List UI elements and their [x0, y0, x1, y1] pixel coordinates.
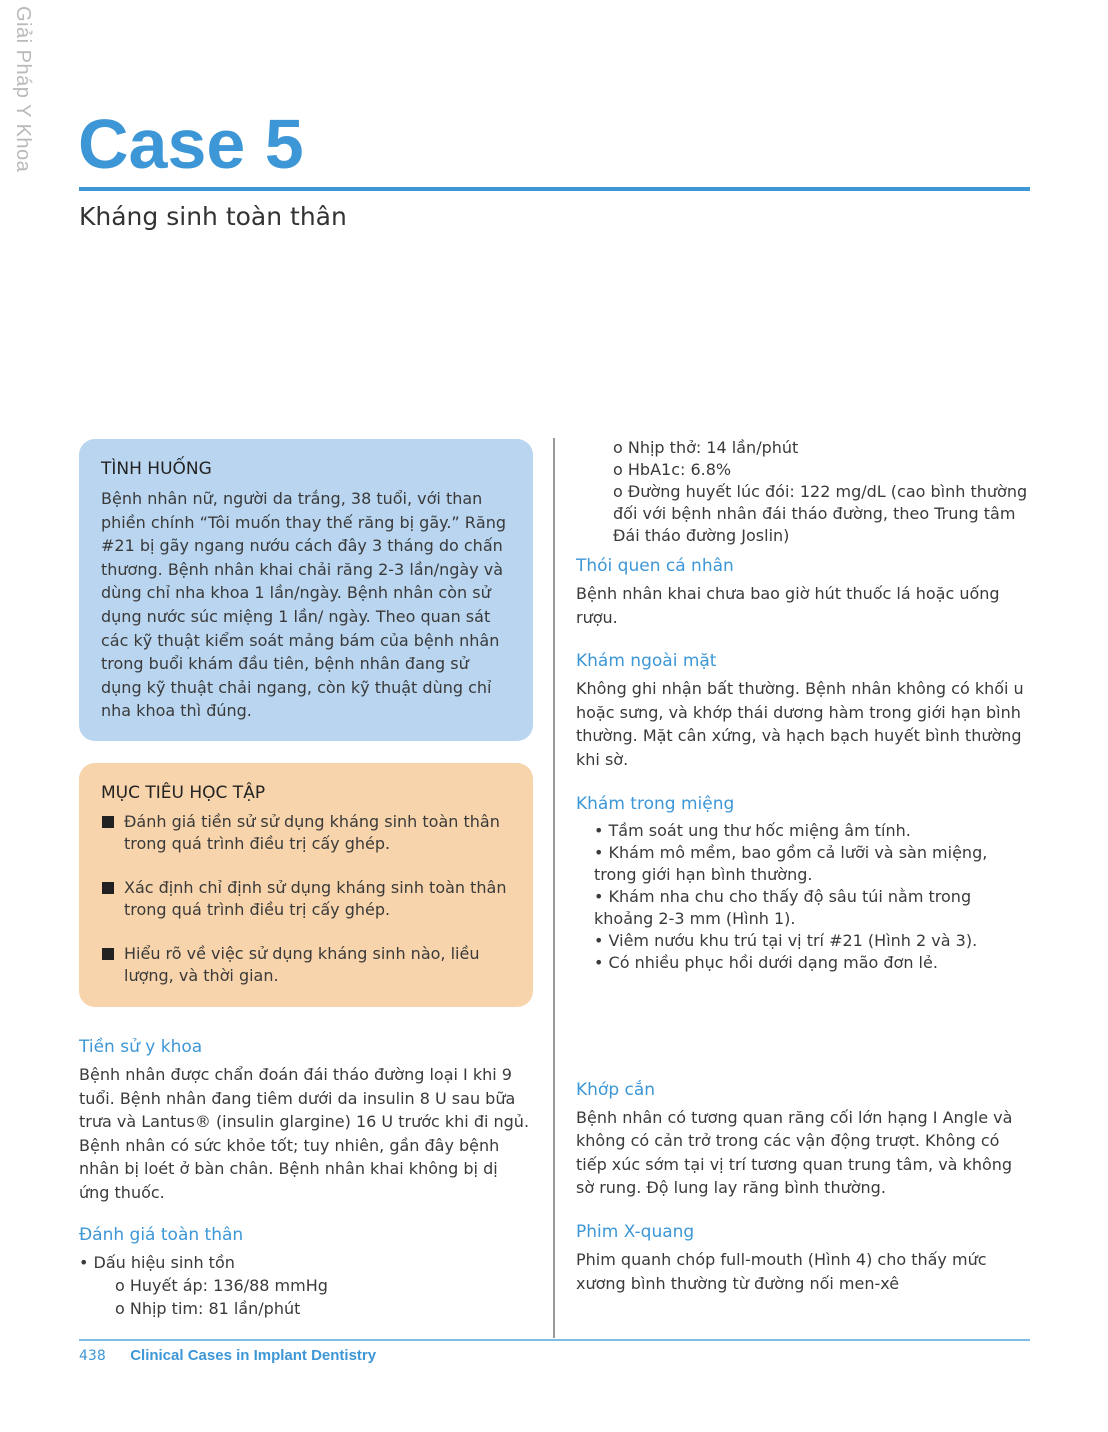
occlusion-text: Bệnh nhân có tương quan răng cối lớn hạng I Angle và không có cản trở trong các vận động trượt. Không có tiếp xúc sớm tại vị trí tương quan trung tâm, và không sờ rung. Độ lung lay răng bình thường. [576, 1107, 1013, 1198]
vital-signs-continued [576, 437, 1033, 547]
square-bullet-icon [102, 948, 114, 960]
vital-signs-label: • Dấu hiệu sinh tồn [79, 1252, 235, 1272]
extraoral-heading: Khám ngoài mặt [576, 651, 717, 672]
intraoral-item: • Có nhiều phục hồi dưới dạng mão đơn lẻ. [594, 952, 938, 972]
habits-text: Bệnh nhân khai chưa bao giờ hút thuốc lá hoặc uống rượu. [576, 584, 1000, 627]
objectives-box [79, 763, 533, 1007]
intraoral-item: • Tầm soát ung thư hốc miệng âm tính. [594, 820, 911, 840]
vital-sign-item: o Đường huyết lúc đói: 122 mg/dL (cao bình thường đối với bệnh nhân đái tháo đường, theo Trung tâm Đái tháo đường Joslin) [613, 482, 1028, 545]
intraoral-list [576, 820, 1026, 974]
vital-sign-item: o HbA1c: 6.8% [613, 460, 732, 479]
general-eval-section [79, 1223, 533, 1320]
objective-item [101, 877, 511, 921]
footer-rule [79, 1339, 1030, 1341]
vital-sign-item: o Huyết áp: 136/88 mmHg [115, 1275, 328, 1295]
vital-sign-item: o Nhịp thở: 14 lần/phút [613, 438, 799, 457]
watermark-text: Giải Pháp Y Khoa [12, 6, 34, 173]
case-title: Case 5 [78, 105, 304, 183]
title-rule [79, 187, 1030, 191]
intraoral-item: • Khám mô mềm, bao gồm cả lưỡi và sàn miệng, trong giới hạn bình thường. [594, 842, 988, 884]
intraoral-item: • Viêm nướu khu trú tại vị trí #21 (Hình 2 và 3). [594, 930, 978, 950]
habits-heading: Thói quen cá nhân [576, 556, 734, 576]
extraoral-section [576, 649, 1026, 771]
extraoral-text: Không ghi nhận bất thường. Bệnh nhân không có khối u hoặc sưng, và khớp thái dương hàm trong giới hạn bình thường. Mặt cân xứng, và hạch bạch huyết bình thường khi sờ. [576, 679, 1024, 769]
case-subtitle: Kháng sinh toàn thân [79, 202, 347, 231]
general-eval-heading: Đánh giá toàn thân [79, 1224, 244, 1245]
column-divider [553, 438, 555, 1338]
intraoral-item: • Khám nha chu cho thấy độ sâu túi nằm trong khoảng 2-3 mm (Hình 1). [594, 886, 972, 928]
vital-sign-item: o Nhịp tim: 81 lần/phút [115, 1298, 301, 1318]
objective-text: Xác định chỉ định sử dụng kháng sinh toàn thân trong quá trình điều trị cấy ghép. [124, 877, 507, 919]
objective-item [101, 811, 511, 855]
medical-history-text: Bệnh nhân được chẩn đoán đái tháo đường loại I khi 9 tuổi. Bệnh nhân đang tiêm dưới da insulin 8 U sau bữa trưa và Lantus® (insulin glargine) 16 U trước khi đi ngủ. Bệnh nhân có sức khỏe tốt; tuy nhiên, gần đây bệnh nhân bị loét ở bàn chân. Bệnh nhân khai không bị dị ứng thuốc. [79, 1064, 530, 1202]
objective-text: Hiểu rõ về việc sử dụng kháng sinh nào, liều lượng, và thời gian. [124, 943, 480, 985]
situation-box [79, 439, 533, 741]
habits-section [576, 554, 1026, 629]
medical-history-section [79, 1035, 533, 1205]
square-bullet-icon [102, 816, 114, 828]
page-footer [79, 1347, 376, 1365]
objective-item [101, 943, 511, 987]
objectives-title: MỤC TIÊU HỌC TẬP [101, 782, 266, 803]
page-number: 438 [79, 1348, 106, 1364]
left-column [79, 439, 533, 1320]
occlusion-heading: Khớp cắn [576, 1079, 656, 1100]
radiograph-text: Phim quanh chóp full-mouth (Hình 4) cho thấy mức xương bình thường từ đường nối men-xê [576, 1249, 987, 1293]
square-bullet-icon [102, 882, 114, 894]
medical-history-heading: Tiền sử y khoa [79, 1036, 203, 1057]
radiograph-section [576, 1220, 1026, 1295]
objective-text: Đánh giá tiền sử sử dụng kháng sinh toàn thân trong quá trình điều trị cấy ghép. [124, 811, 500, 853]
radiograph-heading: Phim X-quang [576, 1221, 695, 1242]
occlusion-section [576, 1078, 1026, 1200]
situation-text: Bệnh nhân nữ, người da trắng, 38 tuổi, với than phiền chính “Tôi muốn thay thế răng bị gãy.” Răng #21 bị gãy ngang nướu cách đây 3 tháng do chấn thương. Bệnh nhân khai chải răng 2-3 lần/ngày và dùng chỉ nha khoa 1 lần/ngày. Bệnh nhân còn sử dụng nước súc miệng 1 lần/ ngày. Theo quan sát các kỹ thuật kiểm soát mảng bám của bệnh nhân trong buổi khám đầu tiên, bệnh nhân đang sử dụng kỹ thuật chải ngang, còn kỹ thuật dùng chỉ nha khoa thì đúng. [101, 489, 506, 721]
objectives-list [101, 811, 511, 987]
situation-title: TÌNH HUỐNG [101, 459, 212, 479]
intraoral-heading: Khám trong miệng [576, 793, 735, 814]
book-title: Clinical Cases in Implant Dentistry [130, 1347, 377, 1364]
intraoral-section [576, 792, 1026, 974]
right-column [576, 437, 1026, 1295]
vital-signs-list [79, 1274, 533, 1320]
